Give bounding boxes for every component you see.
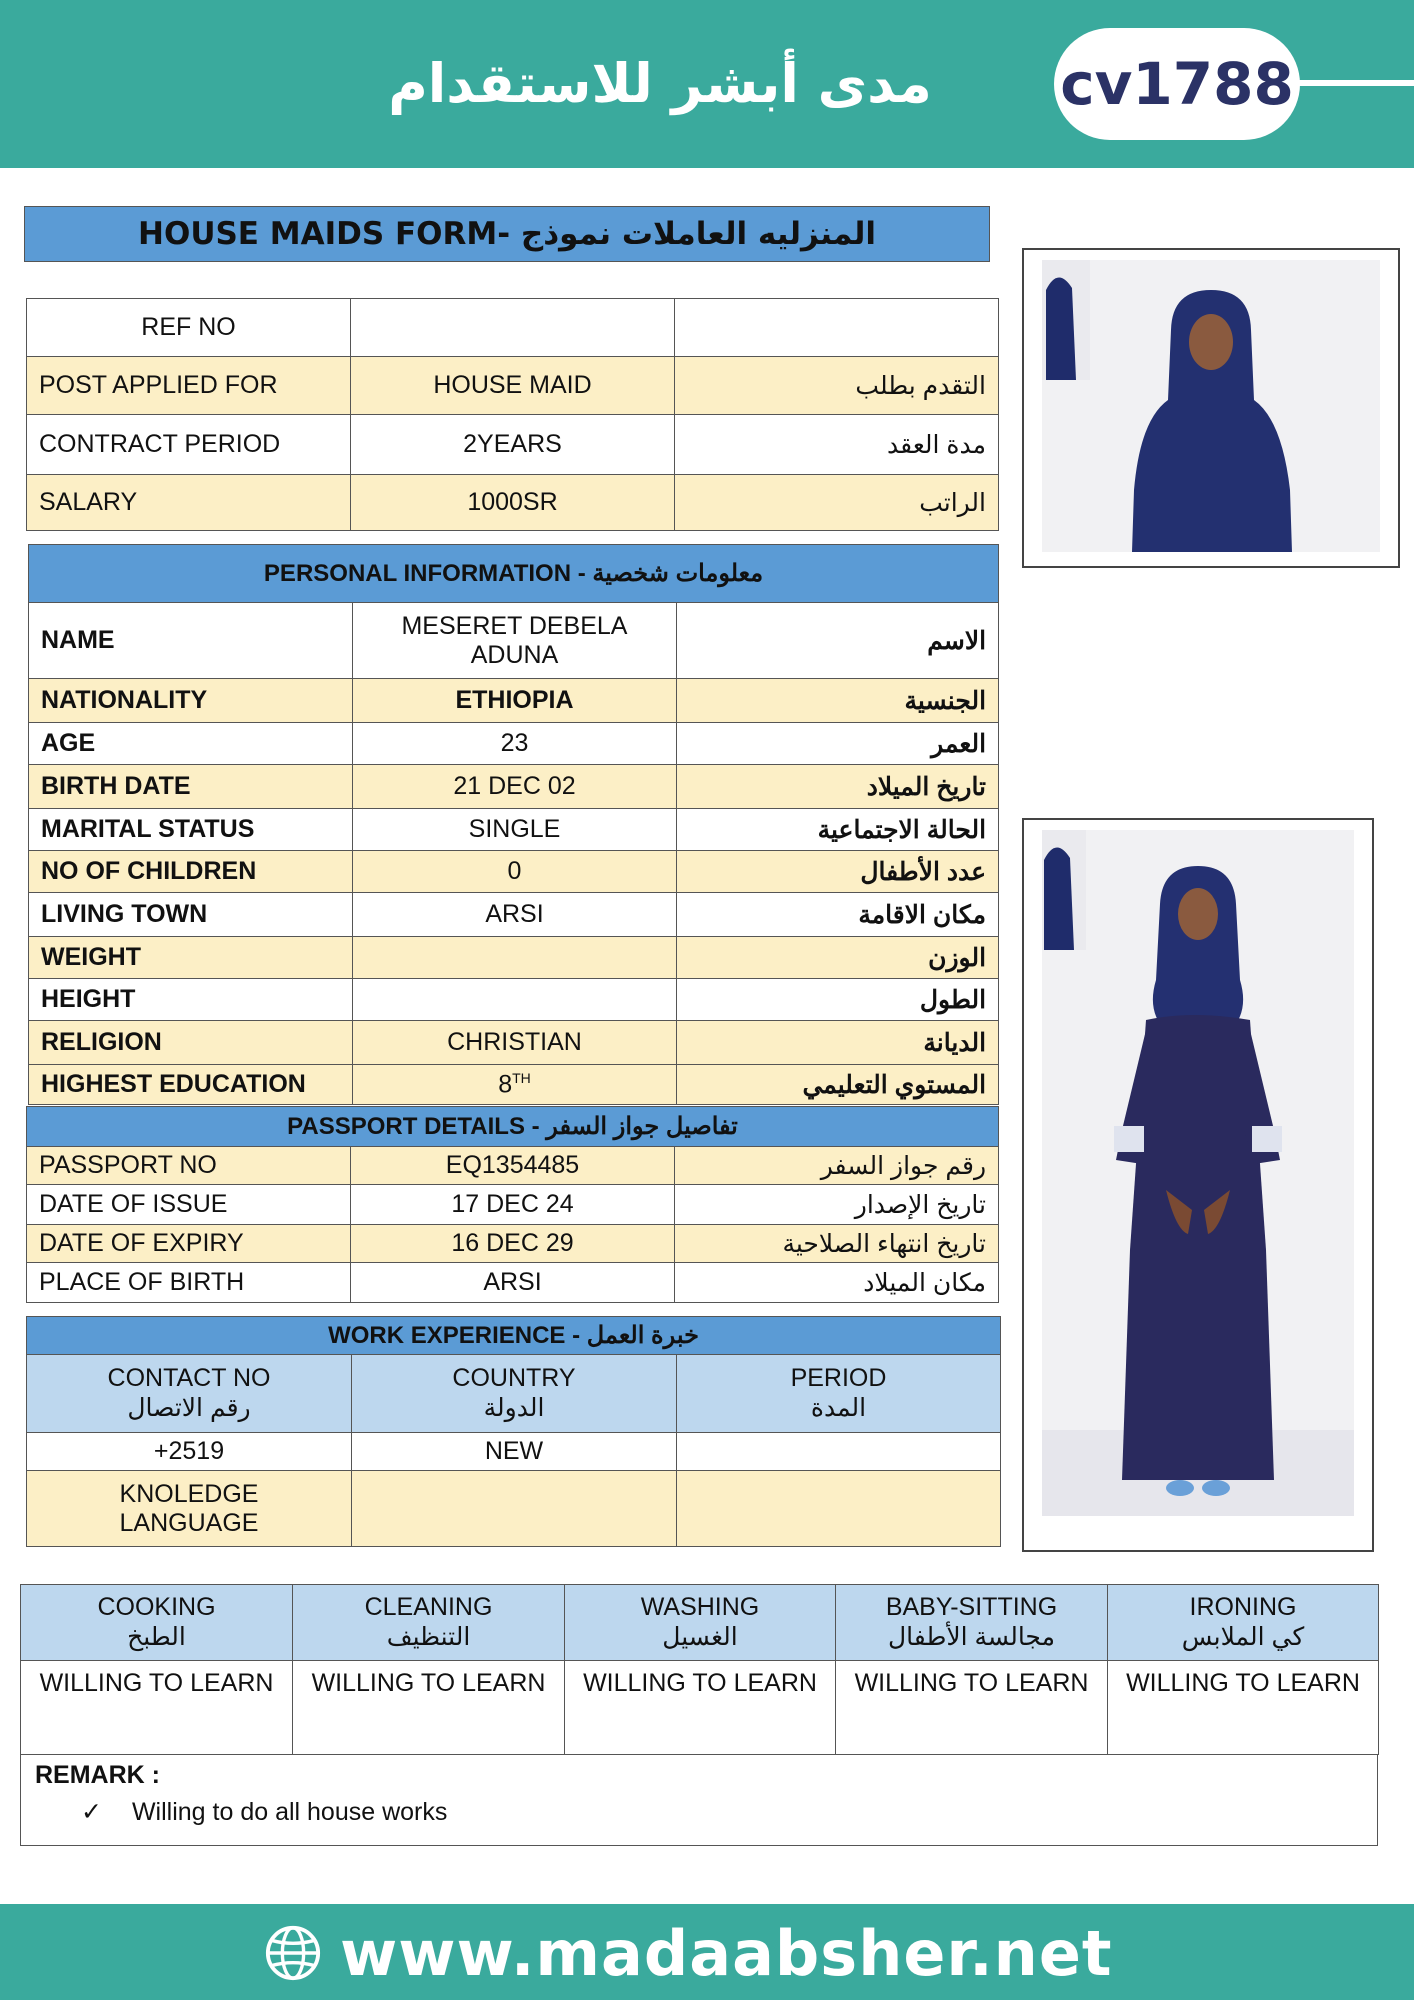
town-ar: مكان الاقامة xyxy=(677,893,999,937)
issue-label: DATE OF ISSUE xyxy=(27,1185,351,1225)
footer-bar xyxy=(0,1904,1414,2000)
table-row xyxy=(27,1225,999,1263)
col-period xyxy=(677,1355,1001,1433)
ref-no-label: REF NO xyxy=(27,299,351,357)
skills-value-row xyxy=(21,1661,1379,1755)
issue-value: 17 DEC 24 xyxy=(351,1185,675,1225)
personal-info-table xyxy=(28,544,999,1105)
table-row xyxy=(27,1433,1001,1471)
ref-no-value xyxy=(351,299,675,357)
skill-cleaning-value: WILLING TO LEARN xyxy=(293,1661,565,1755)
nationality-value: ETHIOPIA xyxy=(353,679,677,723)
skill-cleaning-en: CLEANING xyxy=(364,1593,493,1621)
brand-name: مدى أبشر للاستقدام xyxy=(388,52,932,115)
skill-cooking-ar: الطبخ xyxy=(127,1623,186,1651)
table-row xyxy=(29,851,999,893)
town-label: LIVING TOWN xyxy=(29,893,353,937)
table-row xyxy=(29,723,999,765)
table-row xyxy=(27,299,999,357)
marital-ar: الحالة الاجتماعية xyxy=(677,809,999,851)
table-row xyxy=(29,809,999,851)
name-label: NAME xyxy=(29,603,353,679)
marital-label: MARITAL STATUS xyxy=(29,809,353,851)
expiry-value: 16 DEC 29 xyxy=(351,1225,675,1263)
col-contact xyxy=(27,1355,352,1433)
table-row xyxy=(27,1185,999,1225)
table-row xyxy=(29,979,999,1021)
passport-no-ar: رقم جواز السفر xyxy=(675,1147,999,1185)
col-period-en: PERIOD xyxy=(790,1364,887,1392)
post-value: HOUSE MAID xyxy=(351,357,675,415)
skill-ironing-ar: كي الملابس xyxy=(1181,1623,1305,1651)
table-header-row xyxy=(27,1355,1001,1433)
post-label: POST APPLIED FOR xyxy=(27,357,351,415)
table-row xyxy=(27,415,999,475)
weight-value xyxy=(353,937,677,979)
age-label: AGE xyxy=(29,723,353,765)
birthplace-ar: مكان الميلاد xyxy=(675,1263,999,1303)
knowledge-value xyxy=(352,1471,677,1547)
nationality-ar: الجنسية xyxy=(677,679,999,723)
education-label: HIGHEST EDUCATION xyxy=(29,1065,353,1105)
name-ar: الاسم xyxy=(677,603,999,679)
skill-babysitting-en: BABY-SITTING xyxy=(885,1593,1058,1621)
table-row xyxy=(29,765,999,809)
col-contact-ar: رقم الاتصال xyxy=(127,1394,251,1422)
table-row xyxy=(29,1021,999,1065)
age-value: 23 xyxy=(353,723,677,765)
table-row xyxy=(29,603,999,679)
skill-cooking-value: WILLING TO LEARN xyxy=(21,1661,293,1755)
religion-label: RELIGION xyxy=(29,1021,353,1065)
country-value: NEW xyxy=(352,1433,677,1471)
table-row xyxy=(29,679,999,723)
passport-table xyxy=(26,1106,999,1303)
passport-heading: PASSPORT DETAILS - تفاصيل جواز السفر xyxy=(27,1107,999,1147)
col-period-ar: المدة xyxy=(810,1394,867,1422)
globe-icon xyxy=(264,1924,322,1982)
full-body-figure-icon xyxy=(1042,830,1354,1516)
religion-value: CHRISTIAN xyxy=(353,1021,677,1065)
section-heading-row xyxy=(29,545,999,603)
height-value xyxy=(353,979,677,1021)
header-divider-line xyxy=(1298,80,1414,86)
remark-text: Willing to do all house works xyxy=(131,1797,448,1826)
application-table xyxy=(26,298,999,531)
remark-item xyxy=(81,1797,447,1827)
personal-heading: PERSONAL INFORMATION - معلومات شخصية xyxy=(29,545,999,603)
language-line: LANGUAGE xyxy=(119,1508,259,1537)
education-grade: 8 xyxy=(498,1070,513,1099)
table-row xyxy=(29,1065,999,1105)
table-row xyxy=(29,893,999,937)
section-heading-row xyxy=(27,1317,1001,1355)
town-value: ARSI xyxy=(353,893,677,937)
birthdate-ar: تاريخ الميلاد xyxy=(677,765,999,809)
education-value xyxy=(353,1065,677,1105)
photo-portrait xyxy=(1022,248,1400,568)
children-label: NO OF CHILDREN xyxy=(29,851,353,893)
skill-babysitting-header xyxy=(836,1585,1108,1661)
children-value: 0 xyxy=(353,851,677,893)
language-value xyxy=(677,1471,1001,1547)
section-heading-row xyxy=(27,1107,999,1147)
photo-portrait-image xyxy=(1042,260,1380,552)
education-grade-suffix: TH xyxy=(512,1069,531,1086)
passport-no-label: PASSPORT NO xyxy=(27,1147,351,1185)
table-row xyxy=(27,1471,1001,1547)
birthdate-value: 21 DEC 02 xyxy=(353,765,677,809)
education-ar: المستوي التعليمي xyxy=(677,1065,999,1105)
skill-cooking-header xyxy=(21,1585,293,1661)
skill-cooking-en: COOKING xyxy=(97,1593,216,1621)
contact-value: +2519 xyxy=(27,1433,352,1471)
portrait-figure-icon xyxy=(1042,260,1380,552)
knowledge-line: KNOLEDGE xyxy=(119,1479,259,1508)
contract-value: 2YEARS xyxy=(351,415,675,475)
skill-washing-en: WASHING xyxy=(640,1593,760,1621)
header-bar xyxy=(0,0,1414,168)
remark-title: REMARK : xyxy=(35,1761,160,1789)
work-experience-table xyxy=(26,1316,1001,1547)
skill-ironing-en: IRONING xyxy=(1189,1593,1297,1621)
religion-ar: الديانة xyxy=(677,1021,999,1065)
skill-cleaning-ar: التنظيف xyxy=(386,1623,471,1651)
skills-header-row xyxy=(21,1585,1379,1661)
expiry-label: DATE OF EXPIRY xyxy=(27,1225,351,1263)
work-heading: WORK EXPERIENCE - خبرة العمل xyxy=(27,1317,1001,1355)
ref-no-ar xyxy=(675,299,999,357)
birthdate-label: BIRTH DATE xyxy=(29,765,353,809)
remark-box xyxy=(20,1754,1378,1846)
form-title: HOUSE MAIDS FORM- المنزليه العاملات نموذج xyxy=(24,206,990,262)
issue-ar: تاريخ الإصدار xyxy=(675,1185,999,1225)
website-link[interactable] xyxy=(264,1918,1113,1988)
col-country-ar: الدولة xyxy=(483,1394,545,1422)
table-row xyxy=(29,937,999,979)
skill-ironing-header xyxy=(1108,1585,1379,1661)
contract-label: CONTRACT PERIOD xyxy=(27,415,351,475)
birthplace-label: PLACE OF BIRTH xyxy=(27,1263,351,1303)
contract-ar: مدة العقد xyxy=(675,415,999,475)
col-contact-en: CONTACT NO xyxy=(107,1364,271,1392)
skill-washing-ar: الغسيل xyxy=(662,1623,738,1651)
height-ar: الطول xyxy=(677,979,999,1021)
salary-label: SALARY xyxy=(27,475,351,531)
age-ar: العمر xyxy=(677,723,999,765)
skill-cleaning-header xyxy=(293,1585,565,1661)
weight-label: WEIGHT xyxy=(29,937,353,979)
knowledge-language-label xyxy=(27,1471,352,1547)
col-country-en: COUNTRY xyxy=(452,1364,576,1392)
photo-full-body-image xyxy=(1042,830,1354,1516)
weight-ar: الوزن xyxy=(677,937,999,979)
photo-full-body xyxy=(1022,818,1374,1552)
col-country xyxy=(352,1355,677,1433)
cv-number-badge: cv1788 xyxy=(1054,28,1300,140)
website-url: www.madaabsher.net xyxy=(340,1916,1113,1990)
name-value: MESERET DEBELA ADUNA xyxy=(353,603,677,679)
skills-table xyxy=(20,1584,1379,1755)
salary-value: 1000SR xyxy=(351,475,675,531)
skill-washing-header xyxy=(565,1585,836,1661)
nationality-label: NATIONALITY xyxy=(29,679,353,723)
salary-ar: الراتب xyxy=(675,475,999,531)
marital-value: SINGLE xyxy=(353,809,677,851)
table-row xyxy=(27,1147,999,1185)
birthplace-value: ARSI xyxy=(351,1263,675,1303)
checkmark-icon: ✓ xyxy=(81,1798,102,1826)
period-value xyxy=(677,1433,1001,1471)
children-ar: عدد الأطفال xyxy=(677,851,999,893)
skill-babysitting-ar: مجالسة الأطفال xyxy=(888,1623,1055,1651)
height-label: HEIGHT xyxy=(29,979,353,1021)
table-row xyxy=(27,357,999,415)
post-ar: التقدم بطلب xyxy=(675,357,999,415)
skill-babysitting-value: WILLING TO LEARN xyxy=(836,1661,1108,1755)
skill-washing-value: WILLING TO LEARN xyxy=(565,1661,836,1755)
expiry-ar: تاريخ انتهاء الصلاحية xyxy=(675,1225,999,1263)
table-row xyxy=(27,475,999,531)
passport-no-value: EQ1354485 xyxy=(351,1147,675,1185)
table-row xyxy=(27,1263,999,1303)
skill-ironing-value: WILLING TO LEARN xyxy=(1108,1661,1379,1755)
